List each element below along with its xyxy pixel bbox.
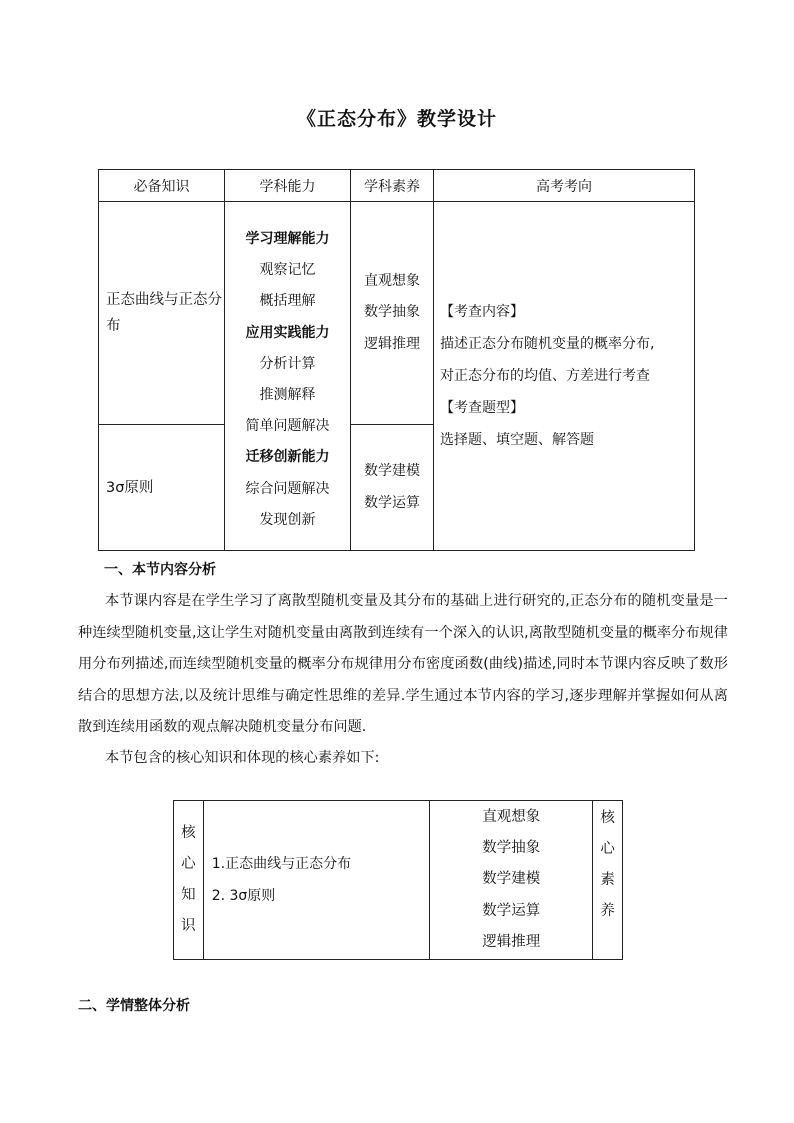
ability-item: 观察记忆 xyxy=(259,262,316,279)
header-exam: 高考考向 xyxy=(434,170,695,202)
header-literacy: 学科素养 xyxy=(351,170,434,202)
exam-cell xyxy=(434,202,695,551)
ability-item: 综合问题解决 xyxy=(245,480,330,497)
literacy-item: 逻辑推理 xyxy=(482,933,541,950)
ability-heading: 学习理解能力 xyxy=(245,230,330,247)
literacy-item: 直观想象 xyxy=(364,273,420,290)
curriculum-table xyxy=(98,169,695,551)
exam-label: 【考查内容】 xyxy=(440,304,524,320)
label-char: 知 xyxy=(181,887,196,903)
header-ability: 学科能力 xyxy=(225,170,351,202)
label-char: 核 xyxy=(181,825,196,841)
exam-text: 选择题、填空题、解答题 xyxy=(440,432,594,448)
knowledge-item: 2. 3σ原则 xyxy=(211,888,276,904)
ability-item: 简单问题解决 xyxy=(245,418,330,435)
knowledge-cell-1 xyxy=(99,202,225,425)
literacy-item: 数学建模 xyxy=(364,463,420,480)
core-knowledge-label xyxy=(174,801,204,960)
core-literacy-cell xyxy=(430,801,593,960)
ability-heading: 迁移创新能力 xyxy=(245,449,330,466)
paragraph-2: 本节包含的核心知识和体现的核心素养如下: xyxy=(105,750,380,766)
literacy-item: 数学运算 xyxy=(364,494,420,511)
section-heading-2: 二、学情整体分析 xyxy=(78,998,190,1014)
ability-item: 分析计算 xyxy=(259,355,316,372)
literacy-item: 数学抽象 xyxy=(482,840,541,857)
knowledge-item: 1.正态曲线与正态分布 xyxy=(211,856,352,872)
ability-item: 概括理解 xyxy=(259,293,316,310)
literacy-item: 数学建模 xyxy=(482,871,541,888)
literacy-cell-1 xyxy=(351,202,434,425)
literacy-item: 数学抽象 xyxy=(364,304,420,321)
literacy-item: 逻辑推理 xyxy=(364,335,420,352)
ability-heading: 应用实践能力 xyxy=(245,324,330,341)
knowledge-item: 正态曲线与正态分布 xyxy=(106,292,222,334)
exam-text: 描述正态分布随机变量的概率分布, xyxy=(440,336,655,352)
header-knowledge: 必备知识 xyxy=(99,170,225,202)
document-title: 《正态分布》教学设计 xyxy=(296,108,497,130)
ability-cell xyxy=(225,202,351,551)
core-literacy-label xyxy=(593,801,623,960)
literacy-item: 数学运算 xyxy=(482,902,541,919)
ability-item: 发现创新 xyxy=(259,511,316,528)
core-table xyxy=(173,800,623,960)
paragraph-1: 本节课内容是在学生学习了离散型随机变量及其分布的基础上进行研究的,正态分布的随机变量是一种连续型随机变量,这让学生对随机变量由离散到连续有一个深入的认识,离散型随机变量的概率分布规律用分布列描述,而连续型随机变量的概率分布规律用分布密度函数(曲线)描述,同时本节课内容反映了数形结合的思想方法,以及统计思维与确定性思维的差异.学生通过本节内容的学习,逐步理解并掌握如何从离散到连续用函数的观点解决随机变量分布问题. xyxy=(78,593,728,735)
core-knowledge-cell xyxy=(203,801,430,960)
knowledge-item: 3σ原则 xyxy=(106,479,154,496)
knowledge-cell-2 xyxy=(99,425,225,551)
ability-item: 推测解释 xyxy=(259,387,316,403)
label-char: 核 xyxy=(600,810,615,826)
label-char: 识 xyxy=(181,918,196,934)
literacy-cell-2 xyxy=(351,425,434,551)
section-heading-1: 一、本节内容分析 xyxy=(104,562,216,578)
label-char: 素 xyxy=(600,872,615,888)
label-char: 心 xyxy=(181,856,196,872)
exam-text: 对正态分布的均值、方差进行考查 xyxy=(440,368,650,384)
label-char: 养 xyxy=(600,903,615,919)
exam-label: 【考查题型】 xyxy=(440,400,524,416)
literacy-item: 直观想象 xyxy=(482,808,541,825)
label-char: 心 xyxy=(600,841,615,857)
